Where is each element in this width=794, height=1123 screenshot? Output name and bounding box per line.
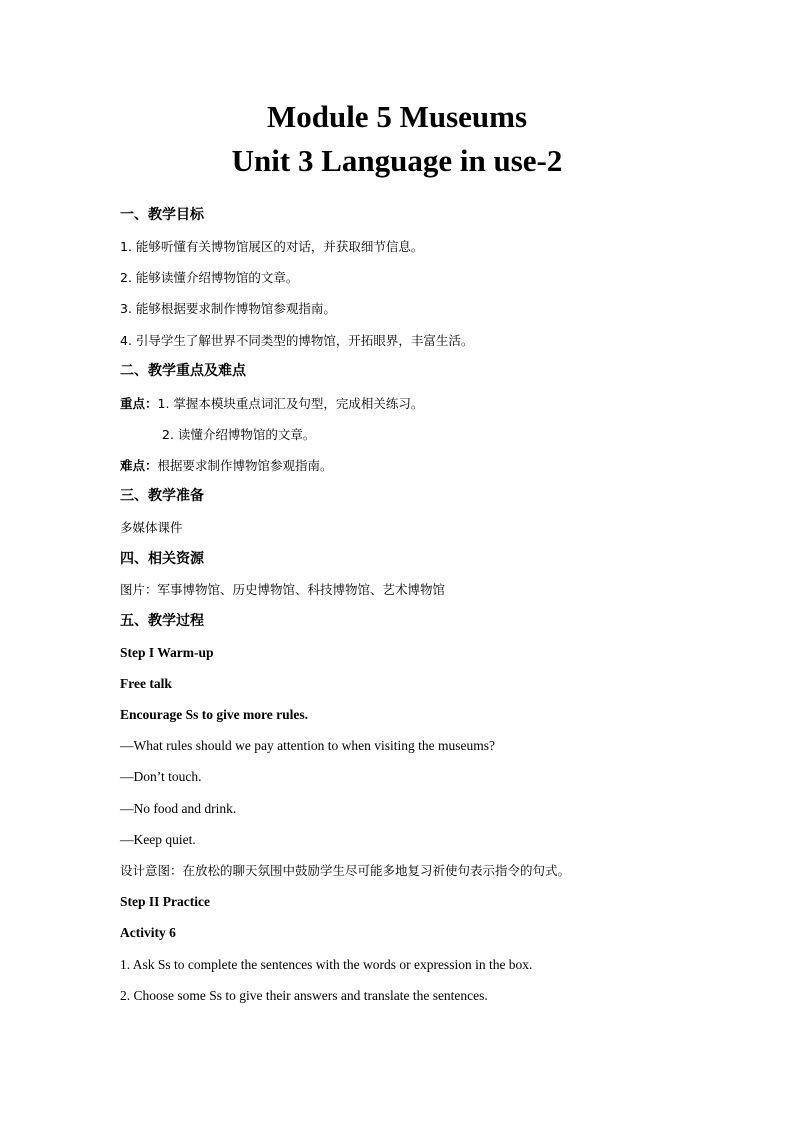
dialogue-line: —No food and drink. [120,801,237,816]
step-heading: Step I Warm-up [120,645,214,660]
activity-item: 1. Ask Ss to complete the sentences with the words or expression in the box. [120,957,533,972]
dialogue-line: —Don’t touch. [120,769,202,784]
objective-item: 3. 能够根据要求制作博物馆参观指南。 [120,301,336,316]
subheading-activity: Activity 6 [120,925,176,940]
difficulty-text: 根据要求制作博物馆参观指南。 [157,458,333,473]
section-heading-objectives: 一、教学目标 [120,207,204,223]
section-heading-resources: 四、相关资源 [120,551,204,567]
section-heading-preparation: 三、教学准备 [120,488,204,504]
objective-item: 2. 能够读懂介绍博物馆的文章。 [120,270,299,285]
unit-title: Unit 3 Language in use-2 [231,143,563,178]
dialogue-line: —What rules should we pay attention to when visiting the museums? [120,738,495,753]
section-heading-key-points: 二、教学重点及难点 [120,363,246,379]
focus-item: 1. 掌握本模块重点词汇及句型，完成相关练习。 [157,396,424,411]
dialogue-line: —Keep quiet. [120,832,196,847]
section-heading-process: 五、教学过程 [120,613,204,629]
focus-line [120,395,423,413]
focus-label: 重点： [120,396,158,411]
activity-item: 2. Choose some Ss to give their answers and translate the sentences. [120,988,488,1003]
objective-item: 1. 能够听懂有关博物馆展区的对话，并获取细节信息。 [120,239,424,254]
difficulty-label: 难点： [120,458,158,473]
focus-item: 2. 读懂介绍博物馆的文章。 [162,427,316,442]
step-heading: Step II Practice [120,894,210,909]
subheading-free-talk: Free talk [120,676,172,691]
instruction-text: Encourage Ss to give more rules. [120,707,308,722]
objective-item: 4. 引导学生了解世界不同类型的博物馆，开拓眼界，丰富生活。 [120,333,474,348]
design-intent: 设计意图：在放松的聊天氛围中鼓励学生尽可能多地复习祈使句表示指令的句式。 [120,863,571,878]
difficulty-line [120,457,333,475]
preparation-text: 多媒体课件 [120,520,183,535]
module-title: Module 5 Museums [266,99,528,134]
resources-text: 图片：军事博物馆、历史博物馆、科技博物馆、艺术博物馆 [120,582,446,597]
